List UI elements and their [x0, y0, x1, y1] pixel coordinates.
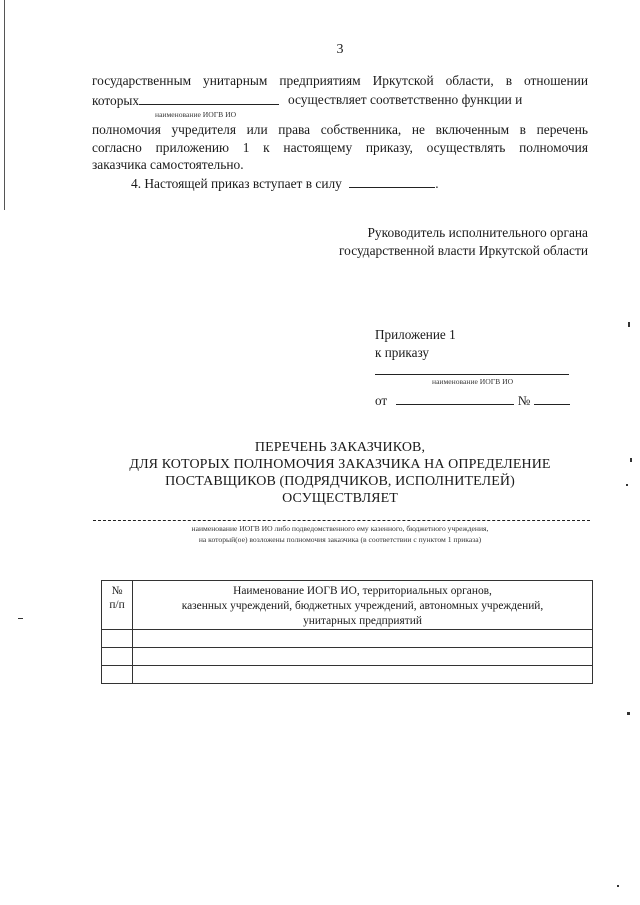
appendix-number-label: № — [517, 393, 531, 408]
title-line-1: ПЕРЕЧЕНЬ ЗАКАЗЧИКОВ, — [254, 440, 426, 455]
col-name-header-line-2: казенных учреждений, бюджетных учреждений, автономных учреждений, — [181, 600, 544, 612]
paragraph-line-1: государственным унитарным предприятиям Иркутской области, в отношении — [92, 73, 588, 88]
appendix-agency-caption: наименование ИОГВ ИО — [432, 377, 514, 386]
customers-table — [101, 580, 593, 684]
effective-date-blank — [349, 175, 435, 188]
table-row — [102, 630, 593, 648]
paragraph-line-5: заказчика самостоятельно. — [92, 157, 244, 172]
appendix-agency-blank — [375, 374, 569, 375]
paragraph-line-4: согласно приложению 1 к настоящему приказу, осуществлять полномочия — [92, 140, 588, 155]
customer-name-blank — [93, 520, 590, 521]
scan-speck — [627, 712, 630, 715]
title-line-4: ОСУЩЕСТВЛЯЕТ — [282, 491, 398, 506]
page-number: 3 — [336, 42, 344, 57]
item-4-end: . — [435, 176, 439, 191]
scan-speck — [626, 484, 628, 486]
paragraph-line-2-start: которых — [92, 93, 140, 108]
table-cell-number — [102, 648, 133, 666]
table-cell-number — [102, 666, 133, 684]
paragraph-line-2-end: осуществляет соответственно функции и — [288, 92, 523, 107]
scan-speck — [628, 322, 630, 327]
table-cell-name — [133, 630, 593, 648]
agency-name-blank — [139, 92, 279, 105]
paragraph-line-2 — [92, 92, 588, 109]
item-4 — [131, 175, 439, 192]
scan-edge-line — [4, 0, 5, 210]
table-cell-number — [102, 630, 133, 648]
signature-line-2: государственной власти Иркутской области — [339, 243, 588, 258]
item-4-text: 4. Настоящей приказ вступает в силу — [131, 176, 342, 191]
appendix-date-blank — [396, 392, 514, 405]
scan-speck — [617, 885, 619, 887]
table-header-row — [102, 581, 593, 630]
appendix-line-1: Приложение 1 — [375, 327, 456, 342]
subcaption-line-1: наименование ИОГВ ИО либо подведомственного ему казенного, бюджетного учреждения, — [191, 524, 489, 533]
col-name-header — [133, 581, 593, 630]
title-line-2: ДЛЯ КОТОРЫХ ПОЛНОМОЧИЯ ЗАКАЗЧИКА НА ОПРЕДЕЛЕНИЕ — [129, 457, 551, 472]
col-name-header-line-3: унитарных предприятий — [303, 615, 422, 627]
appendix-from-label: от — [375, 393, 388, 408]
agency-name-caption: наименование ИОГВ ИО — [155, 110, 237, 119]
table-cell-name — [133, 666, 593, 684]
subcaption-line-2: на который(ое) возложены полномочия заказчика (в соответствии с пунктом 1 приказа) — [198, 535, 482, 544]
col-name-header-line-1: Наименование ИОГВ ИО, территориальных органов, — [233, 585, 492, 597]
title-line-3: ПОСТАВЩИКОВ (ПОДРЯДЧИКОВ, ИСПОЛНИТЕЛЕЙ) — [165, 474, 515, 489]
signature-line-1: Руководитель исполнительного органа — [367, 225, 588, 240]
scan-speck — [18, 618, 23, 619]
table-cell-name — [133, 648, 593, 666]
scan-speck — [630, 458, 632, 462]
col-number-header — [102, 581, 133, 630]
table-row — [102, 648, 593, 666]
col-number-header-line-2: п/п — [109, 599, 125, 611]
col-number-header-line-1: № — [111, 585, 123, 597]
appendix-number-blank — [534, 392, 570, 405]
table-row — [102, 666, 593, 684]
appendix-line-2: к приказу — [375, 345, 429, 360]
appendix-date-line — [375, 392, 570, 409]
paragraph-line-3: полномочия учредителя или права собственника, не включенным в перечень — [92, 122, 588, 137]
